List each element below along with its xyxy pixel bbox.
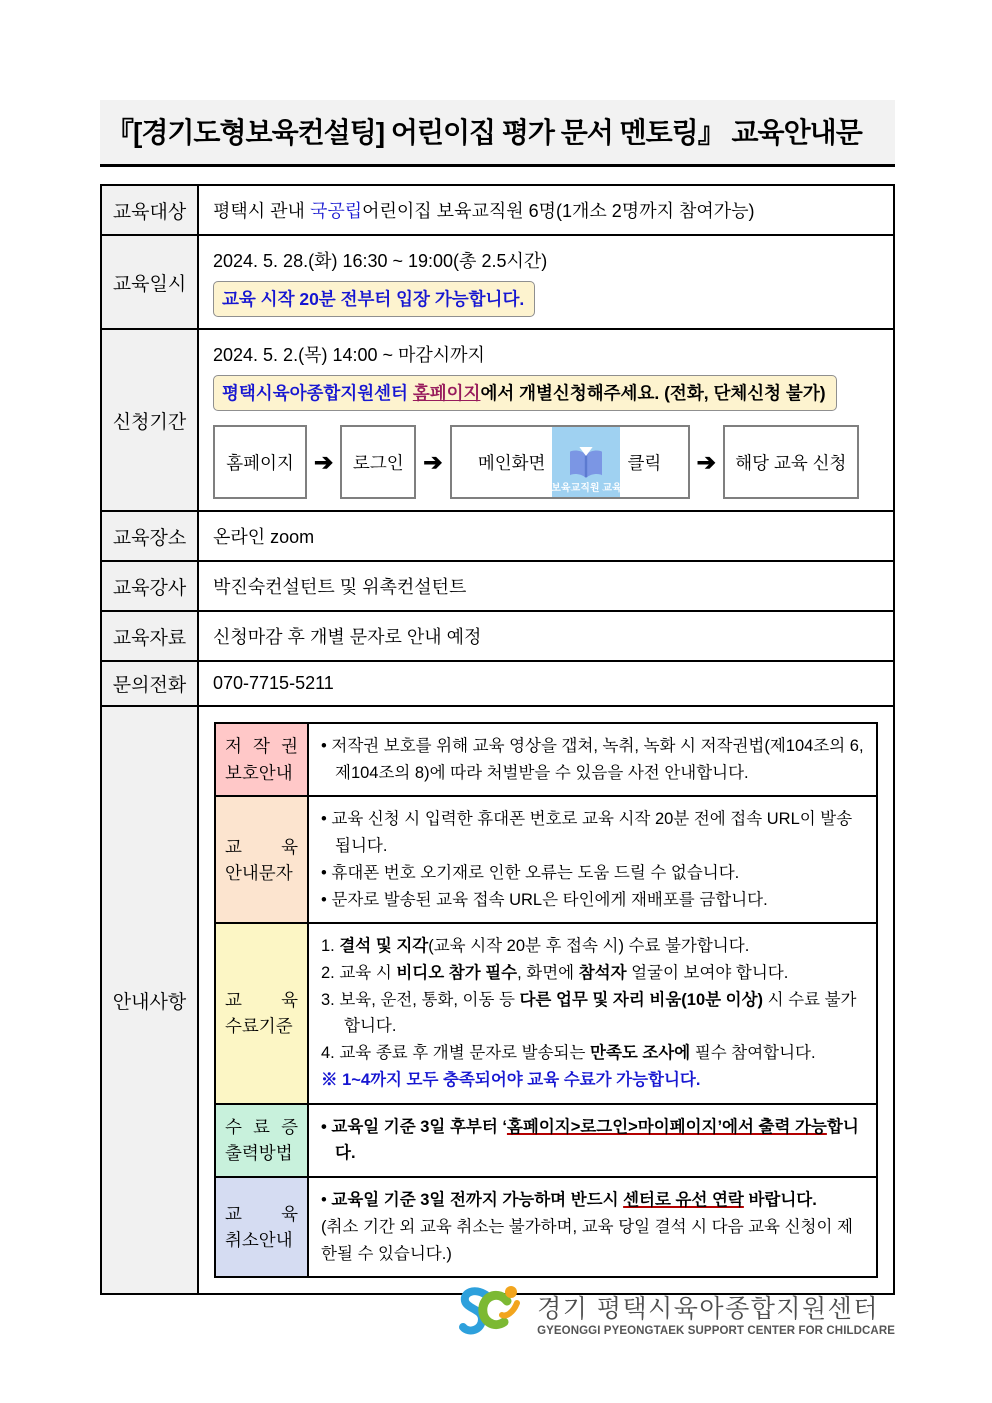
cancel-mid: 까지 가능하며 반드시 [465,1191,624,1210]
flow-step-login: 로그인 [340,425,416,499]
target-text-post: 어린이집 보육교직원 6명(1개소 2명까지 참여가능) [362,201,755,221]
completion-item-2-mid: , 화면에 [517,964,579,983]
copyright-body [308,723,877,796]
copyright-header-line2: 보호안내 [225,762,293,783]
apply-note-rest: 에서 개별신청해주세요. (전화, 단체신청 불가) [480,383,826,403]
completion-item-4-pre: 교육 종료 후 개별 문자로 발송되는 [339,1044,591,1063]
apply-note-homepage: 홈페이지 [412,383,481,403]
arrow-right-icon: ➔ [423,448,443,475]
certificate-body [308,1104,877,1177]
copyright-bullet-text: 저작권 보호를 위해 교육 영상을 갭쳐, 녹취, 녹화 시 저작권법(제104조의 6, 제104조의 8)에 따라 처벌받을 수 있음을 사전 안내합니다. [331,737,864,782]
copyright-header-line1: 저 작 권 [225,736,298,757]
cancel-bullet: • 교육일 기준 3일 전까지 가능하며 반드시 센터로 유선 연락 바랍니다. [321,1191,817,1210]
info-table [100,184,895,1295]
completion-item-4-rest: 필수 참여합니다. [690,1044,816,1063]
flow-click-label: 클릭 [627,452,662,473]
notice-row-completion [215,923,877,1103]
arrow-right-icon: ➔ [696,448,716,475]
certificate-header-line1: 수 료 증 [225,1117,298,1138]
table-row-place [101,511,894,561]
cancel-body [308,1177,877,1277]
sms-header-line1: 교 육 [225,836,298,857]
completion-item-3-pre: 보육, 운전, 통화, 이동 등 [339,990,520,1009]
completion-item-2-rest: 얼굴이 보여야 합니다. [626,964,789,983]
table-row-instructor [101,561,894,611]
notice-row-sms [215,796,877,923]
cancel-bold1: 교육일 기준 3일 전 [331,1191,466,1210]
completion-item-1 [321,933,864,960]
flow-step-mainscreen [450,425,690,499]
completion-item-4-bold: 만족도 조사에 [590,1044,691,1063]
apply-label: 신청기간 [101,329,198,511]
table-row-apply [101,329,894,511]
certificate-rest: 합니다. [335,1117,859,1163]
notice-table [214,722,878,1278]
completion-item-4 [321,1040,864,1067]
table-row-target [101,185,894,235]
apply-note-box [213,375,837,411]
schedule-line: 2024. 5. 28.(화) 16:30 ~ 19:00(총 2.5시간) [213,251,548,271]
copyright-bullet: • 저작권 보호를 위해 교육 영상을 갭쳐, 녹취, 녹화 시 저작권법(제104조의 6, 제104조의 8)에 따라 처벌받을 수 있음을 사전 안내합니다. [321,737,864,782]
cancel-red-underlined: 센터로 유선 연락 [623,1191,744,1210]
place-value: 온라인 zoom [198,511,894,561]
certificate-bullet: • 교육일 기준 3일 후부터 ‘홈페이지>로그인>마이페이지’에서 출력 가능합니다. [321,1117,859,1163]
notice-label: 안내사항 [101,706,198,1294]
footer-org-english: GYEONGGI PYEONGTAEK SUPPORT CENTER FOR CHILDCARE [537,1325,895,1337]
completion-item-2-pre: 교육 시 [339,964,397,983]
page-title: 『[경기도형보육컨설팅] 어린이집 평가 문서 멘토링』 교육안내문 [100,100,895,167]
badge-label: 보육교직원 교육 [551,483,622,494]
table-row-schedule [101,235,894,329]
completion-item-2-bold1: 비디오 참가 필수 [396,964,518,983]
footer-org [456,1282,895,1344]
apply-line: 2024. 5. 2.(목) 14:00 ~ 마감시까지 [213,345,485,365]
sms-header [215,796,308,923]
phone-value: 070-7715-5211 [198,661,894,706]
instructor-value: 박진숙컨설턴트 및 위촉컨설턴트 [198,561,894,611]
completion-item-1-bold: 결석 및 지각 [339,937,429,956]
instructor-label: 교육강사 [101,561,198,611]
target-text-blue: 국공립 [309,201,363,221]
target-text-pre: 평택시 관내 [213,201,310,221]
notice-row-copyright [215,723,877,796]
certificate-pre: 교육일 기준 3일 후부터 ‘ [331,1117,507,1136]
completion-header [215,923,308,1103]
certificate-underlined: 홈페이지>로그인>마이페이지’에서 출력 가능 [506,1117,827,1136]
completion-item-2 [321,960,864,987]
flow-step-homepage: 홈페이지 [213,425,307,499]
completion-item-3 [321,987,864,1040]
center-logo-icon [456,1282,528,1344]
education-menu-badge [552,427,620,497]
document-content [100,100,895,1295]
open-book-icon [567,447,605,479]
sms-bullet-2-text: 휴대폰 번호 오기재로 인한 오류는 도움 드릴 수 없습니다. [331,863,740,882]
sms-bullet-1-text: 교육 신청 시 입력한 휴대폰 번호로 교육 시작 20분 전에 접속 URL이 발송됩니다. [331,810,853,856]
place-label: 교육장소 [101,511,198,561]
footer-org-text [537,1289,895,1337]
target-label: 교육대상 [101,185,198,235]
completion-header-line1: 교 육 [225,990,298,1011]
cancel-rest: 바랍니다. [743,1191,817,1210]
completion-item-3-rest: 시 수료 불가합니다. [344,990,857,1036]
schedule-label: 교육일시 [101,235,198,329]
sms-header-line2: 안내문자 [225,862,293,883]
completion-item-1-rest: (교육 시작 20분 후 접속 시) 수료 불가합니다. [428,937,750,956]
cancel-header-line2: 취소안내 [225,1230,293,1251]
certificate-header-line2: 출력방법 [225,1143,293,1164]
completion-item-1-num: 1. [321,937,340,956]
target-value [198,185,894,235]
completion-body [308,923,877,1103]
completion-header-line2: 수료기준 [225,1016,293,1037]
flow-mainscreen-label: 메인화면 [477,452,546,473]
certificate-header [215,1104,308,1177]
sms-bullet-3-text: 문자로 발송된 교육 접속 URL은 타인에게 재배포를 금합니다. [331,890,768,909]
completion-note: ※ 1~4까지 모두 충족되어야 교육 수료가 가능합니다. [321,1070,701,1089]
arrow-right-icon: ➔ [314,448,334,475]
schedule-note-box: 교육 시작 20분 전부터 입장 가능합니다. [213,281,535,317]
sms-body [308,796,877,923]
material-label: 교육자료 [101,611,198,661]
copyright-header [215,723,308,796]
completion-item-4-num: 4. [321,1044,340,1063]
apply-note-center: 평택시육아종합지원센터 [222,383,413,403]
table-row-phone [101,661,894,706]
phone-label: 문의전화 [101,661,198,706]
apply-value [198,329,894,511]
completion-item-3-num: 3. [321,990,340,1009]
sms-bullet-3: • 문자로 발송된 교육 접속 URL은 타인에게 재배포를 금합니다. [321,890,768,909]
schedule-value [198,235,894,329]
apply-flow-diagram [213,425,879,499]
notice-row-certificate [215,1104,877,1177]
notice-row-cancel [215,1177,877,1277]
footer-org-korean: 경기 평택시육아종합지원센터 [537,1295,879,1323]
completion-item-2-bold2: 참석자 [578,964,627,983]
completion-item-2-num: 2. [321,964,340,983]
table-row-notice [101,706,894,1294]
cancel-line2: (취소 기간 외 교육 취소는 불가하며, 교육 당일 결석 시 다음 교육 신청이 제한될 수 있습니다.) [321,1217,853,1263]
cancel-header [215,1177,308,1277]
completion-item-3-bold: 다른 업무 및 자리 비움(10분 이상) [519,990,764,1009]
table-row-material [101,611,894,661]
material-value: 신청마감 후 개별 문자로 안내 예정 [198,611,894,661]
flow-step-apply: 해당 교육 신청 [723,425,859,499]
sms-bullet-1: • 교육 신청 시 입력한 휴대폰 번호로 교육 시작 20분 전에 접속 URL이 발송됩니다. [321,810,853,856]
notice-value [198,706,894,1294]
cancel-header-line1: 교 육 [225,1203,298,1224]
sms-bullet-2: • 휴대폰 번호 오기재로 인한 오류는 도움 드릴 수 없습니다. [321,863,740,882]
